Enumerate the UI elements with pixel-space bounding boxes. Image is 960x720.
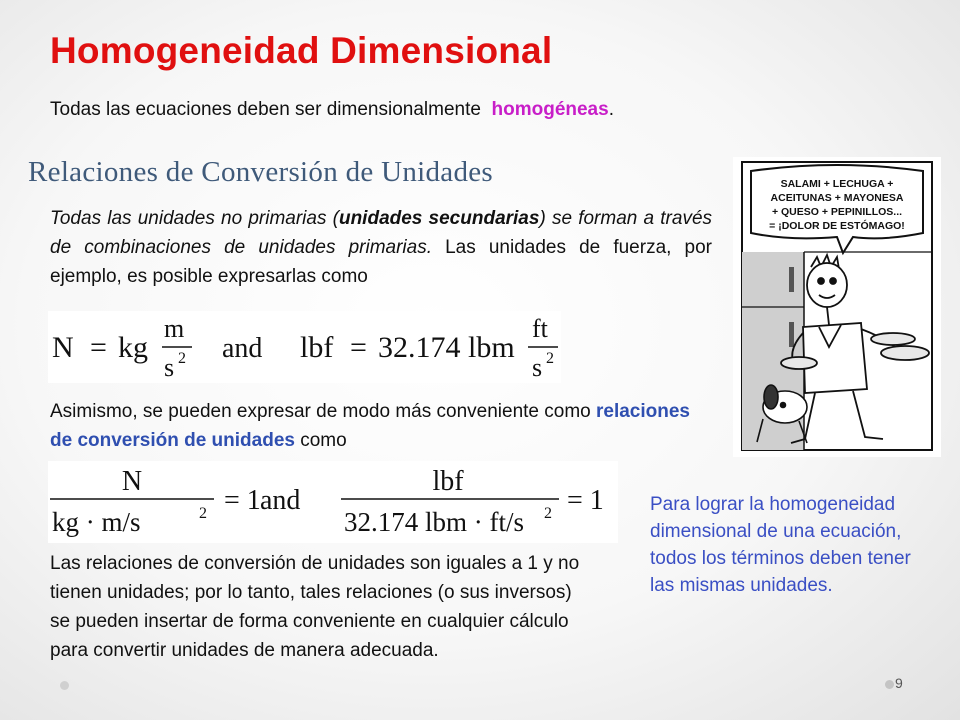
eq1-unit-lbm: lbm <box>468 331 515 364</box>
comic-line-3: + QUESO + PEPINILLOS... <box>771 206 903 218</box>
comic-line-4: = ¡DOLOR DE ESTÓMAGO! <box>769 220 905 232</box>
comic-line-2: ACEITUNAS + MAYONESA <box>770 192 904 204</box>
subtitle-text: Todas las ecuaciones deben ser dimensionalmente <box>50 99 481 120</box>
comic-illustration <box>733 157 941 457</box>
decor-dot-left <box>60 681 69 690</box>
conversion-ratio-equation <box>48 461 618 543</box>
subtitle-end: . <box>608 99 614 120</box>
eq2-den1: kg · m/s <box>52 507 141 537</box>
force-units-equation <box>48 311 561 383</box>
eq1-frac-exp: 2 <box>178 350 186 367</box>
subtitle <box>50 99 614 121</box>
page-number: 9 <box>895 675 903 691</box>
comic-line-1: SALAMI + LECHUGA + <box>780 178 894 190</box>
p1-text-1: Todas las unidades no primarias ( <box>50 208 339 229</box>
eq1-equals: = <box>90 331 107 364</box>
eq1-frac-den2: s <box>532 353 543 382</box>
subtitle-highlight: homogéneas <box>491 99 609 120</box>
eq1-unit-kg: kg <box>118 331 148 364</box>
eq2-rhs1: = 1 <box>224 485 261 516</box>
p2-text-2: como <box>294 430 347 451</box>
eq1-equals2: = <box>350 331 367 364</box>
p1-text-2: ) se forman a través de combinaciones de unidades primarias. <box>50 208 713 258</box>
eq2-exp2: 2 <box>544 505 552 522</box>
eq2-and: and <box>260 485 301 516</box>
eq1-frac-exp2: 2 <box>546 350 554 367</box>
p1-text-3: Las unidades de fuerza, por ejemplo, es posible expresarlas como <box>50 237 712 287</box>
p2-blue: relaciones de conversión de unidades <box>50 401 690 451</box>
eq2-den2: 32.174 lbm · ft/s <box>344 507 524 537</box>
eq1-lhs2: lbf <box>300 331 334 364</box>
eq1-frac-den: s <box>164 353 175 382</box>
section-heading: Relaciones de Conversión de Unidades <box>28 156 494 188</box>
paragraph-secondary-units <box>50 204 712 291</box>
p1-bold: unidades secundarias <box>338 208 540 229</box>
eq1-and: and <box>222 333 263 364</box>
eq2-exp1: 2 <box>199 505 207 522</box>
decor-dot-right <box>885 680 894 689</box>
eq1-lhs: N <box>52 331 74 364</box>
comic-svg <box>733 157 941 457</box>
paragraph-ratios-explained: Las relaciones de conversión de unidades son iguales a 1 y no tienen unidades; por lo tanto, tales relaciones (o sus inversos) se pueden insertar de forma conveniente en cualquier cálculo para convertir unidades de manera adecuada. <box>50 553 580 661</box>
eq1-frac-num: m <box>164 314 185 343</box>
eq1-frac-num2: ft <box>532 314 548 343</box>
slide-title: Homogeneidad Dimensional <box>50 30 553 71</box>
eq2-num1: N <box>121 466 143 497</box>
side-note: Para lograr la homogeneidad dimensional de una ecuación, todos los términos deben tener las mismas unidades. <box>650 494 911 596</box>
p2-text-1: Asimismo, se pueden expresar de modo más conveniente como <box>50 401 596 422</box>
eq2-num2: lbf <box>432 466 464 497</box>
eq1-value: 32.174 <box>378 331 461 364</box>
paragraph-conversion-ratios <box>50 397 690 455</box>
eq2-rhs2: = 1 <box>567 485 604 516</box>
